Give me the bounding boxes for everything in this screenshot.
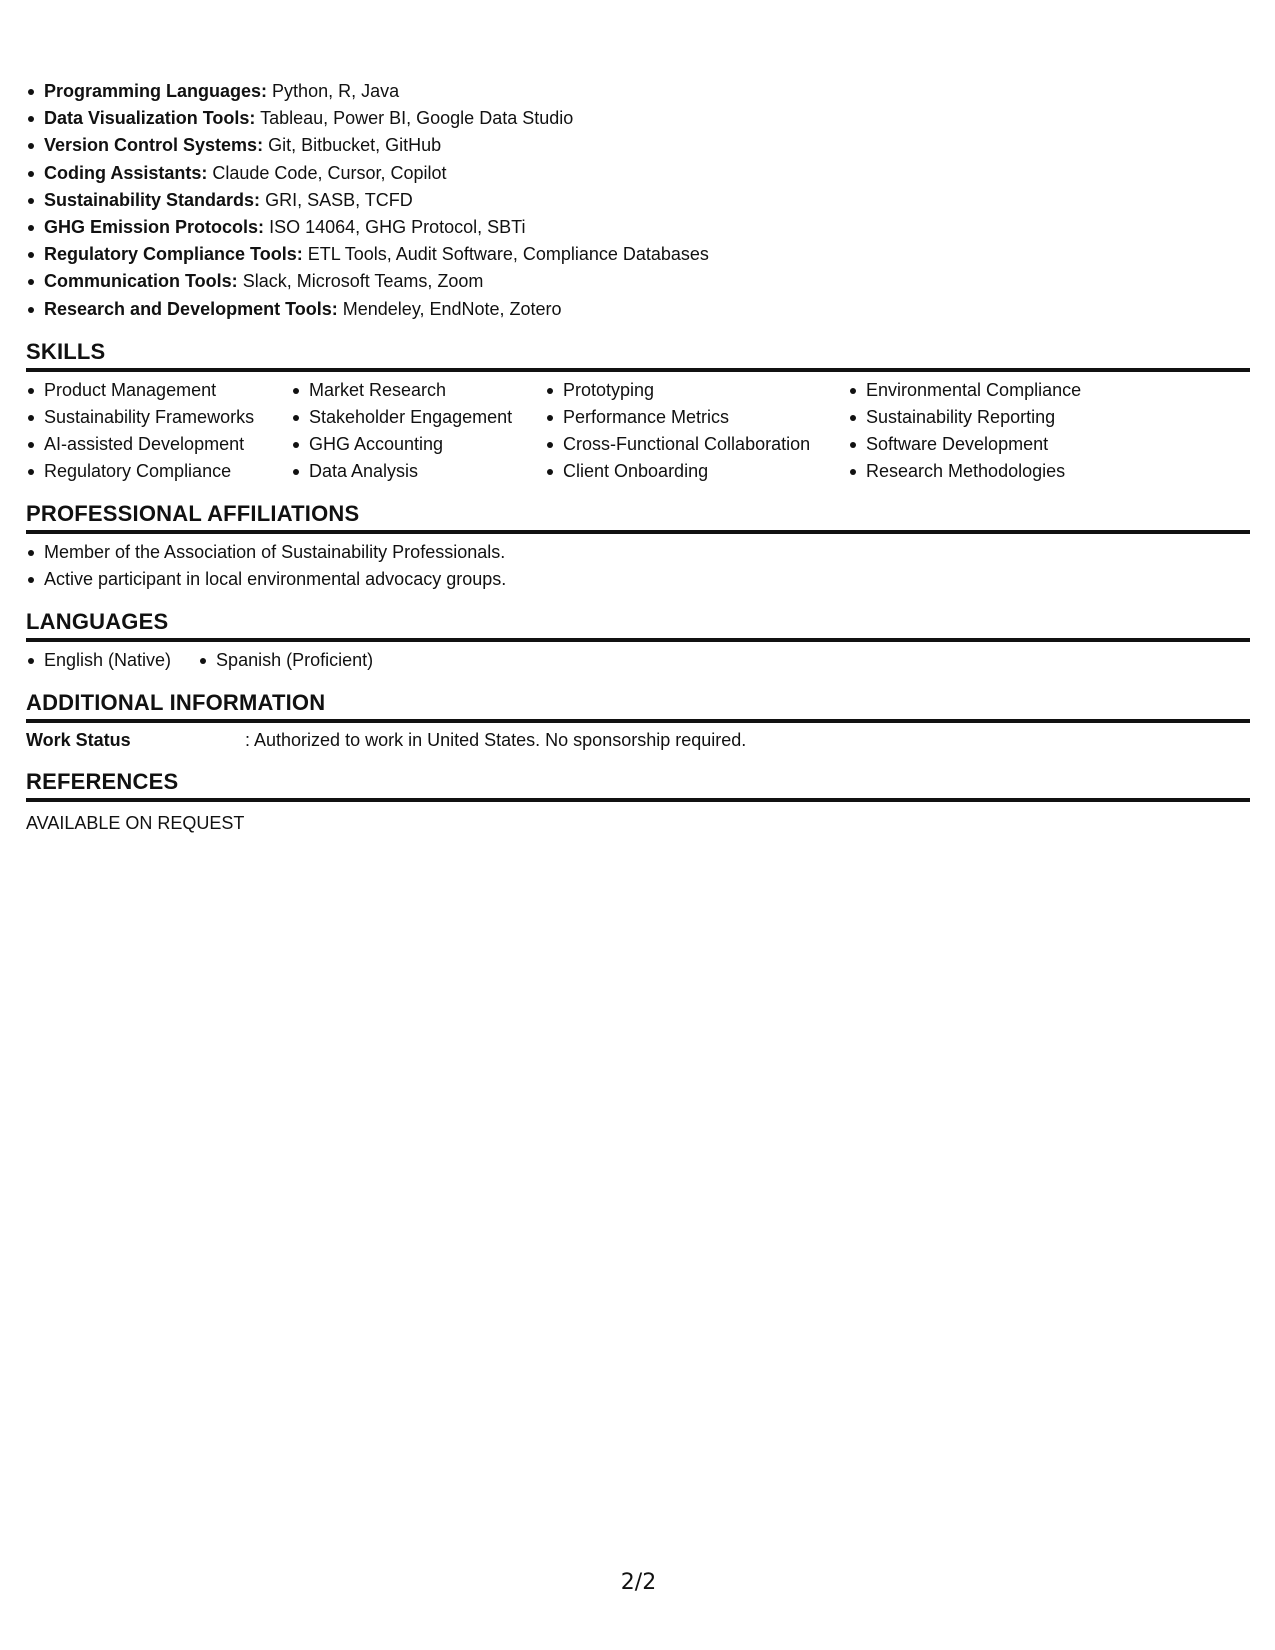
list-item — [26, 78, 1250, 105]
work-status-value: : Authorized to work in United States. No sponsorship required. — [245, 729, 747, 750]
skill-item: Regulatory Compliance — [26, 458, 291, 485]
tool-values: GRI, SASB, TCFD — [265, 189, 413, 210]
skills-column — [26, 377, 291, 485]
skills-grid — [26, 372, 1250, 485]
tool-values: ISO 14064, GHG Protocol, SBTi — [269, 217, 526, 238]
skill-item: Research Methodologies — [848, 458, 1148, 485]
tool-values: Claude Code, Cursor, Copilot — [212, 162, 447, 183]
skill-item: AI-assisted Development — [26, 431, 291, 458]
list-item — [26, 296, 1250, 323]
tool-category: Research and Development Tools: — [44, 298, 338, 319]
resume-page — [26, 78, 1250, 836]
skills-column — [291, 377, 545, 485]
skill-item: Sustainability Reporting — [848, 404, 1148, 431]
list-item — [26, 268, 1250, 295]
tool-category: GHG Emission Protocols: — [44, 217, 265, 238]
section-heading: LANGUAGES — [26, 609, 1250, 642]
tool-category: Data Visualization Tools: — [44, 108, 256, 129]
additional-info-section — [26, 690, 1250, 753]
affiliation-item: Member of the Association of Sustainability Professionals. — [26, 539, 1250, 566]
tools-list — [26, 78, 1250, 323]
tool-values: Mendeley, EndNote, Zotero — [342, 298, 562, 319]
skill-item: Environmental Compliance — [848, 377, 1148, 404]
tool-values: Slack, Microsoft Teams, Zoom — [242, 271, 484, 292]
work-status-label: Work Status — [26, 729, 131, 750]
affiliation-item: Active participant in local environmental advocacy groups. — [26, 566, 1250, 593]
skill-item: Software Development — [848, 431, 1148, 458]
section-heading: ADDITIONAL INFORMATION — [26, 690, 1250, 723]
skill-item: Market Research — [291, 377, 545, 404]
tool-category: Programming Languages: — [44, 81, 268, 101]
references-text: AVAILABLE ON REQUEST — [26, 812, 245, 833]
tool-values: Git, Bitbucket, GitHub — [268, 135, 442, 156]
tool-category: Communication Tools: — [44, 271, 238, 292]
tool-values: Tableau, Power BI, Google Data Studio — [260, 108, 574, 129]
languages-list — [26, 642, 1250, 674]
references-section — [26, 769, 1250, 836]
list-item — [26, 214, 1250, 241]
affiliations-section — [26, 501, 1250, 593]
language-item: English (Native) — [26, 647, 171, 674]
list-item — [26, 132, 1250, 159]
list-item — [26, 160, 1250, 187]
skill-item: Data Analysis — [291, 458, 545, 485]
skill-item: Product Management — [26, 377, 291, 404]
skill-item: Prototyping — [545, 377, 848, 404]
tool-category: Coding Assistants: — [44, 162, 208, 183]
list-item — [26, 187, 1250, 214]
languages-section — [26, 609, 1250, 674]
language-item: Spanish (Proficient) — [198, 647, 373, 674]
work-status-row — [26, 723, 1250, 753]
tool-category: Version Control Systems: — [44, 135, 264, 156]
section-heading: REFERENCES — [26, 769, 1250, 802]
tool-category: Sustainability Standards: — [44, 189, 261, 210]
skill-item: GHG Accounting — [291, 431, 545, 458]
tool-category: Regulatory Compliance Tools: — [44, 244, 303, 265]
section-heading: PROFESSIONAL AFFILIATIONS — [26, 501, 1250, 534]
page-number: 2/2 — [620, 1570, 657, 1595]
skills-column — [545, 377, 848, 485]
skills-section — [26, 339, 1250, 485]
affiliations-list — [26, 534, 1250, 593]
skill-item: Performance Metrics — [545, 404, 848, 431]
tool-values: Python, R, Java — [272, 81, 400, 101]
tool-values: ETL Tools, Audit Software, Compliance Databases — [307, 244, 709, 265]
list-item — [26, 241, 1250, 268]
skill-item: Client Onboarding — [545, 458, 848, 485]
skill-item: Cross-Functional Collaboration — [545, 431, 848, 458]
skill-item: Stakeholder Engagement — [291, 404, 545, 431]
skills-column — [848, 377, 1148, 485]
section-heading: SKILLS — [26, 339, 1250, 372]
list-item — [26, 105, 1250, 132]
skill-item: Sustainability Frameworks — [26, 404, 291, 431]
